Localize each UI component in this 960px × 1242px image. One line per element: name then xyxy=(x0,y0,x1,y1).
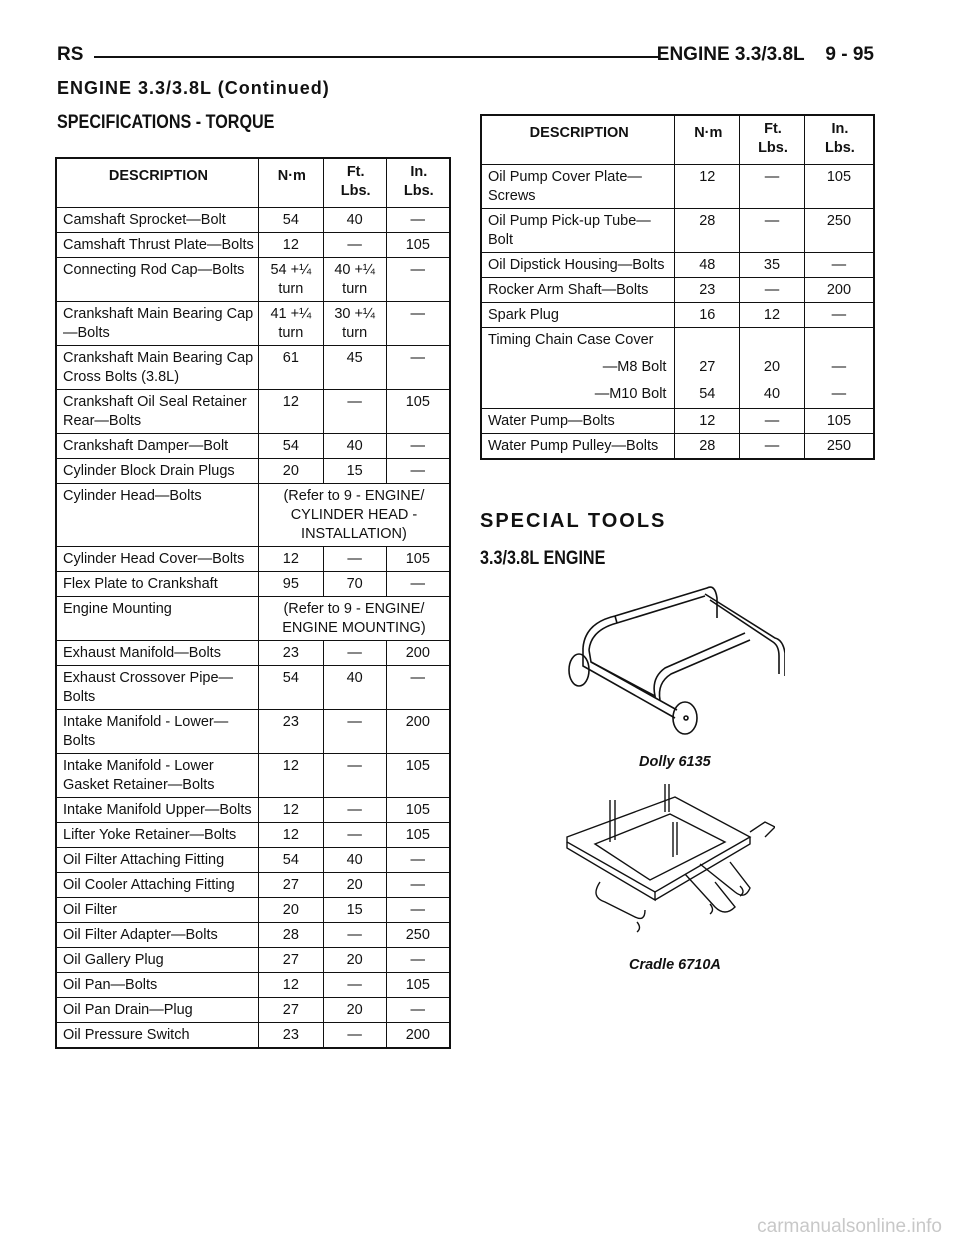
row-in: — xyxy=(804,303,874,328)
row-nm: 41 +¼ turn xyxy=(258,302,323,346)
row-nm: 12 xyxy=(258,823,323,848)
header-section-title: ENGINE 3.3/3.8L xyxy=(656,44,805,65)
table-row xyxy=(56,547,450,572)
header-vehicle-code: RS xyxy=(57,44,84,65)
dolly-caption: Dolly 6135 xyxy=(639,754,711,770)
row-ft: 15 xyxy=(323,459,386,484)
special-tools-heading: SPECIAL TOOLS xyxy=(480,510,667,532)
row-ft: — xyxy=(323,233,386,258)
row-ft: 40 xyxy=(740,379,805,409)
table-row xyxy=(56,754,450,798)
table-row xyxy=(56,484,450,547)
row-description: Intake Manifold - Lower—Bolts xyxy=(56,710,258,754)
row-ft: 45 xyxy=(323,346,386,390)
row-nm: 54 xyxy=(675,379,740,409)
row-description: Oil Pan Drain—Plug xyxy=(56,998,258,1023)
header-ft-line: Ft. xyxy=(764,121,782,137)
table-row xyxy=(481,379,874,409)
row-in: — xyxy=(386,302,450,346)
row-ft: — xyxy=(323,973,386,998)
row-description: Oil Dipstick Housing—Bolts xyxy=(481,253,675,278)
row-description: Spark Plug xyxy=(481,303,675,328)
row-nm: 12 xyxy=(258,233,323,258)
row-ft: 40 xyxy=(323,848,386,873)
table-row xyxy=(481,165,874,209)
row-description: Exhaust Manifold—Bolts xyxy=(56,641,258,666)
header-ft xyxy=(740,115,805,165)
row-nm: 54 +¼ turn xyxy=(258,258,323,302)
table-row xyxy=(56,434,450,459)
row-nm: 20 xyxy=(258,898,323,923)
row-description: Cylinder Head Cover—Bolts xyxy=(56,547,258,572)
row-ft: 20 xyxy=(740,352,805,379)
row-description: Crankshaft Main Bearing Cap Cross Bolts (3.8L) xyxy=(56,346,258,390)
row-ft: — xyxy=(323,754,386,798)
row-description: Rocker Arm Shaft—Bolts xyxy=(481,278,675,303)
row-in: — xyxy=(804,379,874,409)
continued-heading: ENGINE 3.3/3.8L (Continued) xyxy=(57,78,330,98)
row-description: Water Pump—Bolts xyxy=(481,409,675,434)
row-nm: 12 xyxy=(675,165,740,209)
row-ft: 12 xyxy=(740,303,805,328)
row-nm: 23 xyxy=(258,641,323,666)
table-row xyxy=(56,898,450,923)
row-in: — xyxy=(386,572,450,597)
row-description: Oil Pump Cover Plate—Screws xyxy=(481,165,675,209)
table-header-row xyxy=(481,115,874,165)
table-row xyxy=(56,998,450,1023)
row-nm: 20 xyxy=(258,459,323,484)
row-ft: — xyxy=(323,710,386,754)
cradle-caption: Cradle 6710A xyxy=(629,957,721,973)
row-in: 200 xyxy=(386,1023,450,1049)
row-in: 105 xyxy=(386,390,450,434)
row-nm: 27 xyxy=(258,873,323,898)
row-in: 250 xyxy=(804,209,874,253)
row-in: — xyxy=(386,459,450,484)
table-row xyxy=(481,209,874,253)
row-reference: (Refer to 9 - ENGINE/ ENGINE MOUNTING) xyxy=(258,597,450,641)
table-row xyxy=(56,390,450,434)
row-nm: 12 xyxy=(258,390,323,434)
table-row xyxy=(481,303,874,328)
row-description: Cylinder Block Drain Plugs xyxy=(56,459,258,484)
row-description: —M8 Bolt xyxy=(481,352,675,379)
row-description: Oil Pressure Switch xyxy=(56,1023,258,1049)
row-in: — xyxy=(386,346,450,390)
row-in: 200 xyxy=(804,278,874,303)
row-description: Oil Cooler Attaching Fitting xyxy=(56,873,258,898)
table-row xyxy=(56,233,450,258)
header-ft-line: Lbs. xyxy=(758,140,788,156)
table-row xyxy=(56,1023,450,1049)
row-in: — xyxy=(386,434,450,459)
table-row xyxy=(481,253,874,278)
row-ft: 30 +¼ turn xyxy=(323,302,386,346)
row-in: — xyxy=(386,258,450,302)
table-row xyxy=(481,409,874,434)
table-row xyxy=(56,948,450,973)
row-ft: — xyxy=(323,1023,386,1049)
row-ft: 15 xyxy=(323,898,386,923)
row-description: Cylinder Head—Bolts xyxy=(56,484,258,547)
row-in: 200 xyxy=(386,710,450,754)
row-ft: 40 +¼ turn xyxy=(323,258,386,302)
header-in-line: Lbs. xyxy=(403,183,434,199)
table-row xyxy=(56,258,450,302)
row-description: Crankshaft Main Bearing Cap—Bolts xyxy=(56,302,258,346)
table-row xyxy=(56,208,450,233)
row-nm: 95 xyxy=(258,572,323,597)
row-nm: 12 xyxy=(675,409,740,434)
row-ft: 40 xyxy=(323,666,386,710)
table-row xyxy=(56,798,450,823)
row-in: 105 xyxy=(804,165,874,209)
row-ft: — xyxy=(740,434,805,460)
cradle-illustration xyxy=(565,782,775,942)
table-row xyxy=(56,710,450,754)
row-nm: 54 xyxy=(258,848,323,873)
table-row xyxy=(56,641,450,666)
row-description: Engine Mounting xyxy=(56,597,258,641)
row-nm: 27 xyxy=(675,352,740,379)
header-rule xyxy=(94,56,660,58)
row-in: 105 xyxy=(386,973,450,998)
engine-subheading: 3.3/3.8L ENGINE xyxy=(480,548,606,569)
table-row xyxy=(56,459,450,484)
row-ft: — xyxy=(323,547,386,572)
row-nm: 23 xyxy=(258,1023,323,1049)
table-row xyxy=(481,328,874,353)
table-row xyxy=(56,848,450,873)
table-row xyxy=(56,666,450,710)
row-ft: — xyxy=(740,278,805,303)
spec-title: SPECIFICATIONS - TORQUE xyxy=(57,112,275,133)
row-ft: — xyxy=(323,798,386,823)
header-in xyxy=(386,158,450,208)
row-nm: 48 xyxy=(675,253,740,278)
row-ft: — xyxy=(323,390,386,434)
torque-table-left xyxy=(55,157,451,1049)
table-row xyxy=(56,346,450,390)
row-nm: 12 xyxy=(258,754,323,798)
row-nm: 12 xyxy=(258,547,323,572)
row-in: 105 xyxy=(386,233,450,258)
row-ft: 20 xyxy=(323,998,386,1023)
row-description: Oil Filter Attaching Fitting xyxy=(56,848,258,873)
table-row xyxy=(56,923,450,948)
row-description: Timing Chain Case Cover xyxy=(481,328,675,353)
row-in: — xyxy=(804,352,874,379)
watermark: carmanualsonline.info xyxy=(757,1216,942,1237)
table-row xyxy=(481,352,874,379)
row-description: Intake Manifold Upper—Bolts xyxy=(56,798,258,823)
row-in: 105 xyxy=(386,823,450,848)
row-description: Oil Pump Pick-up Tube—Bolt xyxy=(481,209,675,253)
row-nm: 23 xyxy=(675,278,740,303)
row-nm: 27 xyxy=(258,948,323,973)
row-nm: 12 xyxy=(258,973,323,998)
header-description: DESCRIPTION xyxy=(481,115,675,165)
row-ft: — xyxy=(323,823,386,848)
row-nm: 12 xyxy=(258,798,323,823)
torque-table-right xyxy=(480,114,875,460)
row-in: — xyxy=(386,998,450,1023)
header-in-line: In. xyxy=(410,164,428,180)
row-nm: 28 xyxy=(675,209,740,253)
row-in: 105 xyxy=(386,798,450,823)
row-in: 105 xyxy=(386,547,450,572)
header-description: DESCRIPTION xyxy=(56,158,258,208)
row-ft xyxy=(740,328,805,353)
table-row xyxy=(56,823,450,848)
row-description: Water Pump Pulley—Bolts xyxy=(481,434,675,460)
row-description: —M10 Bolt xyxy=(481,379,675,409)
row-description: Lifter Yoke Retainer—Bolts xyxy=(56,823,258,848)
header-ft-line: Lbs. xyxy=(340,183,371,199)
row-in: 250 xyxy=(804,434,874,460)
row-nm: 28 xyxy=(258,923,323,948)
table-header-row xyxy=(56,158,450,208)
table-row xyxy=(56,302,450,346)
row-description: Crankshaft Oil Seal Retainer Rear—Bolts xyxy=(56,390,258,434)
row-nm: 28 xyxy=(675,434,740,460)
page-number: 9 - 95 xyxy=(825,44,874,65)
row-in: 105 xyxy=(804,409,874,434)
row-ft: — xyxy=(740,209,805,253)
table-row xyxy=(481,434,874,460)
header-ft-line: Ft. xyxy=(346,164,365,180)
row-description: Oil Filter Adapter—Bolts xyxy=(56,923,258,948)
row-nm: 61 xyxy=(258,346,323,390)
row-description: Exhaust Crossover Pipe—Bolts xyxy=(56,666,258,710)
table-row xyxy=(56,572,450,597)
row-description: Oil Pan—Bolts xyxy=(56,973,258,998)
dolly-illustration xyxy=(565,578,785,738)
header-nm: N·m xyxy=(675,115,740,165)
row-nm: 16 xyxy=(675,303,740,328)
header-in-line: In. xyxy=(831,121,849,137)
row-ft: 35 xyxy=(740,253,805,278)
row-in: — xyxy=(386,898,450,923)
row-ft: — xyxy=(323,641,386,666)
row-description: Oil Filter xyxy=(56,898,258,923)
row-in: — xyxy=(386,948,450,973)
row-in: — xyxy=(386,666,450,710)
row-description: Crankshaft Damper—Bolt xyxy=(56,434,258,459)
row-ft: 20 xyxy=(323,873,386,898)
row-description: Camshaft Sprocket—Bolt xyxy=(56,208,258,233)
row-ft: — xyxy=(740,165,805,209)
row-in: 105 xyxy=(386,754,450,798)
row-description: Intake Manifold - Lower Gasket Retainer—Bolts xyxy=(56,754,258,798)
row-in: — xyxy=(386,208,450,233)
row-in xyxy=(804,328,874,353)
row-in: 200 xyxy=(386,641,450,666)
row-ft: 40 xyxy=(323,208,386,233)
row-description: Connecting Rod Cap—Bolts xyxy=(56,258,258,302)
row-ft: — xyxy=(740,409,805,434)
row-ft: 70 xyxy=(323,572,386,597)
table-row xyxy=(56,873,450,898)
row-ft: 40 xyxy=(323,434,386,459)
row-nm: 23 xyxy=(258,710,323,754)
header-nm: N·m xyxy=(258,158,323,208)
row-in: — xyxy=(386,848,450,873)
row-ft: 20 xyxy=(323,948,386,973)
row-in: — xyxy=(804,253,874,278)
header-ft xyxy=(323,158,386,208)
row-reference: (Refer to 9 - ENGINE/ CYLINDER HEAD - INSTALLATION) xyxy=(258,484,450,547)
header-section xyxy=(657,44,874,66)
row-description: Camshaft Thrust Plate—Bolts xyxy=(56,233,258,258)
row-nm: 27 xyxy=(258,998,323,1023)
row-description: Oil Gallery Plug xyxy=(56,948,258,973)
table-row xyxy=(481,278,874,303)
row-description: Flex Plate to Crankshaft xyxy=(56,572,258,597)
row-nm xyxy=(675,328,740,353)
row-ft: — xyxy=(323,923,386,948)
row-in: 250 xyxy=(386,923,450,948)
row-nm: 54 xyxy=(258,208,323,233)
row-in: — xyxy=(386,873,450,898)
table-row xyxy=(56,973,450,998)
table-row xyxy=(56,597,450,641)
row-nm: 54 xyxy=(258,666,323,710)
header-in xyxy=(804,115,874,165)
row-nm: 54 xyxy=(258,434,323,459)
header-in-line: Lbs. xyxy=(825,140,855,156)
